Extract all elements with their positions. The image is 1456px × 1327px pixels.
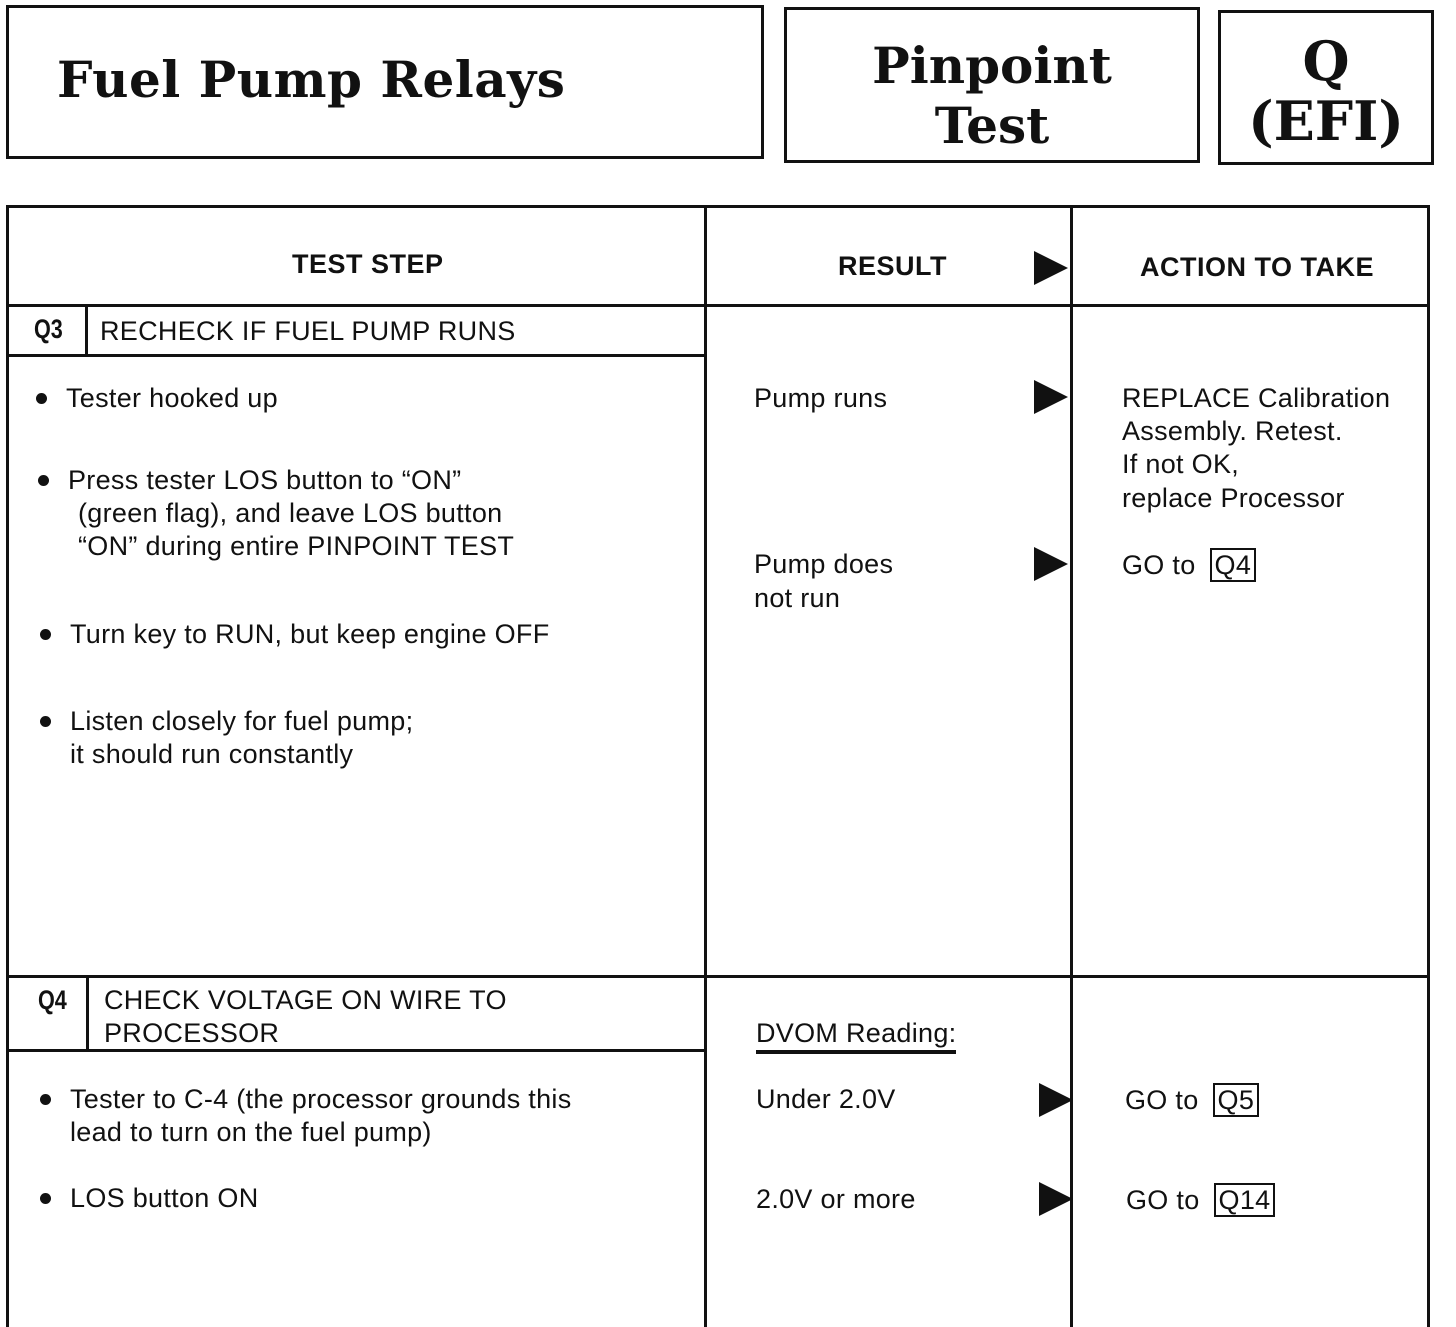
action-text <box>1126 1183 1275 1217</box>
column-divider <box>1070 205 1073 1327</box>
result-text: Pump runs <box>754 383 888 413</box>
action-text <box>1122 548 1256 582</box>
step-number: Q4 <box>38 985 67 1015</box>
action-prefix: GO to <box>1125 1085 1199 1115</box>
header-test-step: TEST STEP <box>292 249 444 279</box>
action-text: If not OK, <box>1122 449 1240 479</box>
test-type-line1: Pinpoint <box>872 36 1112 95</box>
step-title: PROCESSOR <box>104 1018 280 1048</box>
code-label <box>1221 31 1431 151</box>
dvom-reading-label: DVOM Reading: <box>756 1018 956 1054</box>
test-type-line2: Test <box>934 96 1050 155</box>
step-number-divider <box>86 977 89 1051</box>
step-title-divider <box>6 354 706 357</box>
action-text: Assembly. Retest. <box>1122 416 1343 446</box>
result-heading <box>756 1017 956 1050</box>
step-reference: Q4 <box>1210 548 1257 582</box>
header-result: RESULT <box>838 251 947 281</box>
bullet-icon <box>40 1094 51 1105</box>
bullet-icon <box>40 1193 51 1204</box>
header-divider <box>6 304 1430 307</box>
step-number-divider <box>85 306 88 356</box>
code-line2: (EFI) <box>1248 89 1404 153</box>
test-type-box <box>784 7 1200 163</box>
arrow-right-icon <box>1034 547 1068 581</box>
step-instruction: LOS button ON <box>70 1183 259 1213</box>
step-instruction: “ON” during entire PINPOINT TEST <box>78 531 515 561</box>
bullet-icon <box>40 629 51 640</box>
step-instruction: Tester hooked up <box>66 383 278 413</box>
step-reference: Q14 <box>1214 1183 1276 1217</box>
page-title: Fuel Pump Relays <box>57 50 566 109</box>
column-divider <box>704 205 707 1327</box>
step-title: CHECK VOLTAGE ON WIRE TO <box>104 985 507 1015</box>
test-type-label <box>787 36 1197 156</box>
code-box <box>1218 10 1434 165</box>
action-prefix: GO to <box>1126 1185 1200 1215</box>
code-line1: Q <box>1302 29 1350 93</box>
action-text: REPLACE Calibration <box>1122 383 1391 413</box>
step-reference: Q5 <box>1213 1083 1260 1117</box>
row-divider <box>6 975 1430 978</box>
arrow-right-icon <box>1034 251 1068 285</box>
step-title: RECHECK IF FUEL PUMP RUNS <box>100 316 516 346</box>
bullet-icon <box>40 716 51 727</box>
action-prefix: GO to <box>1122 550 1196 580</box>
bullet-icon <box>38 475 49 486</box>
action-text: replace Processor <box>1122 483 1345 513</box>
arrow-right-icon <box>1034 380 1068 414</box>
step-instruction: Press tester LOS button to “ON” <box>68 465 462 495</box>
step-instruction: Listen closely for fuel pump; <box>70 706 414 736</box>
step-instruction: (green flag), and leave LOS button <box>78 498 503 528</box>
step-instruction: Turn key to RUN, but keep engine OFF <box>70 619 550 649</box>
arrow-right-icon <box>1039 1182 1073 1216</box>
result-text: not run <box>754 583 841 613</box>
header-action: ACTION TO TAKE <box>1140 252 1374 282</box>
bullet-icon <box>36 393 47 404</box>
result-text: Pump does <box>754 549 894 579</box>
step-instruction: lead to turn on the fuel pump) <box>70 1117 432 1147</box>
action-text <box>1125 1083 1259 1117</box>
step-number: Q3 <box>34 314 63 344</box>
step-instruction: Tester to C-4 (the processor grounds this <box>70 1084 572 1114</box>
step-instruction: it should run constantly <box>70 739 354 769</box>
result-text: 2.0V or more <box>756 1184 916 1214</box>
arrow-right-icon <box>1039 1083 1073 1117</box>
title-box <box>6 5 764 159</box>
result-text: Under 2.0V <box>756 1084 896 1114</box>
